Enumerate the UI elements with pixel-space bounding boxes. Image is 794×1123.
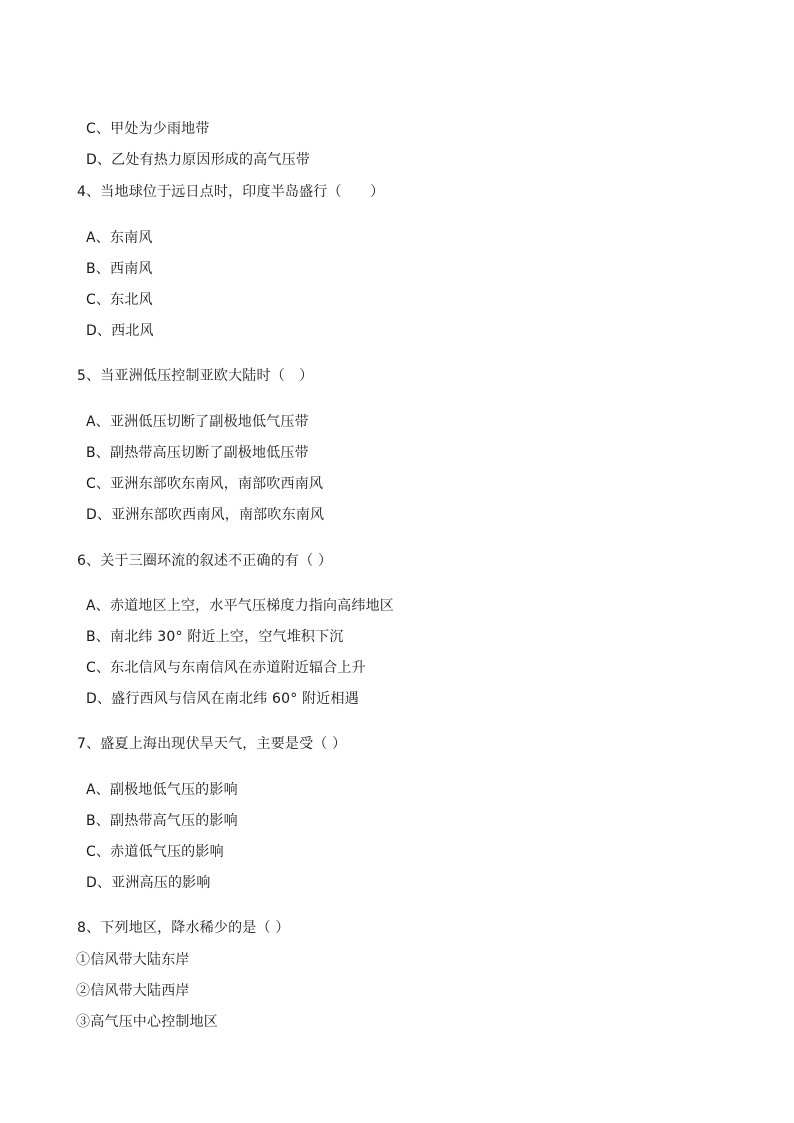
question-8-stem: 8、下列地区，降水稀少的是（ ） — [77, 920, 290, 936]
question-4-stem: 4、当地球位于远日点时，印度半岛盛行（ ） — [77, 184, 385, 200]
option-d-q3: D、乙处有热力原因形成的高气压带 — [86, 152, 310, 168]
option-b-q7: B、副热带高气压的影响 — [86, 813, 238, 829]
option-b-q4: B、西南风 — [86, 261, 153, 277]
option-d-q4: D、西北风 — [86, 323, 154, 339]
option-a-q5: A、亚洲低压切断了副极地低气压带 — [86, 414, 309, 430]
option-c-q5: C、亚洲东部吹东南风，南部吹西南风 — [86, 476, 324, 492]
option-a-q7: A、副极地低气压的影响 — [86, 782, 238, 798]
option-d-q7: D、亚洲高压的影响 — [86, 875, 211, 891]
option-d-q6: D、盛行西风与信风在南北纬 60° 附近相遇 — [86, 691, 359, 707]
question-6-stem: 6、关于三圈环流的叙述不正确的有（ ） — [77, 553, 333, 569]
option-c-q6: C、东北信风与东南信风在赤道附近辐合上升 — [86, 660, 366, 676]
question-5-stem: 5、当亚洲低压控制亚欧大陆时（ ） — [77, 368, 314, 384]
option-a-q4: A、东南风 — [86, 230, 153, 246]
item-1-q8: ①信风带大陆东岸 — [76, 952, 190, 968]
question-7-stem: 7、盛夏上海出现伏旱天气，主要是受（ ） — [77, 736, 347, 752]
option-c-q4: C、东北风 — [86, 292, 153, 308]
option-a-q6: A、赤道地区上空，水平气压梯度力指向高纬地区 — [86, 598, 394, 614]
option-c-q3: C、甲处为少雨地带 — [86, 121, 210, 137]
item-2-q8: ②信风带大陆西岸 — [76, 983, 190, 999]
option-b-q5: B、副热带高压切断了副极地低压带 — [86, 445, 309, 461]
option-c-q7: C、赤道低气压的影响 — [86, 844, 224, 860]
option-d-q5: D、亚洲东部吹西南风，南部吹东南风 — [86, 507, 325, 523]
option-b-q6: B、南北纬 30° 附近上空，空气堆积下沉 — [86, 629, 344, 645]
item-3-q8: ③高气压中心控制地区 — [76, 1014, 218, 1030]
